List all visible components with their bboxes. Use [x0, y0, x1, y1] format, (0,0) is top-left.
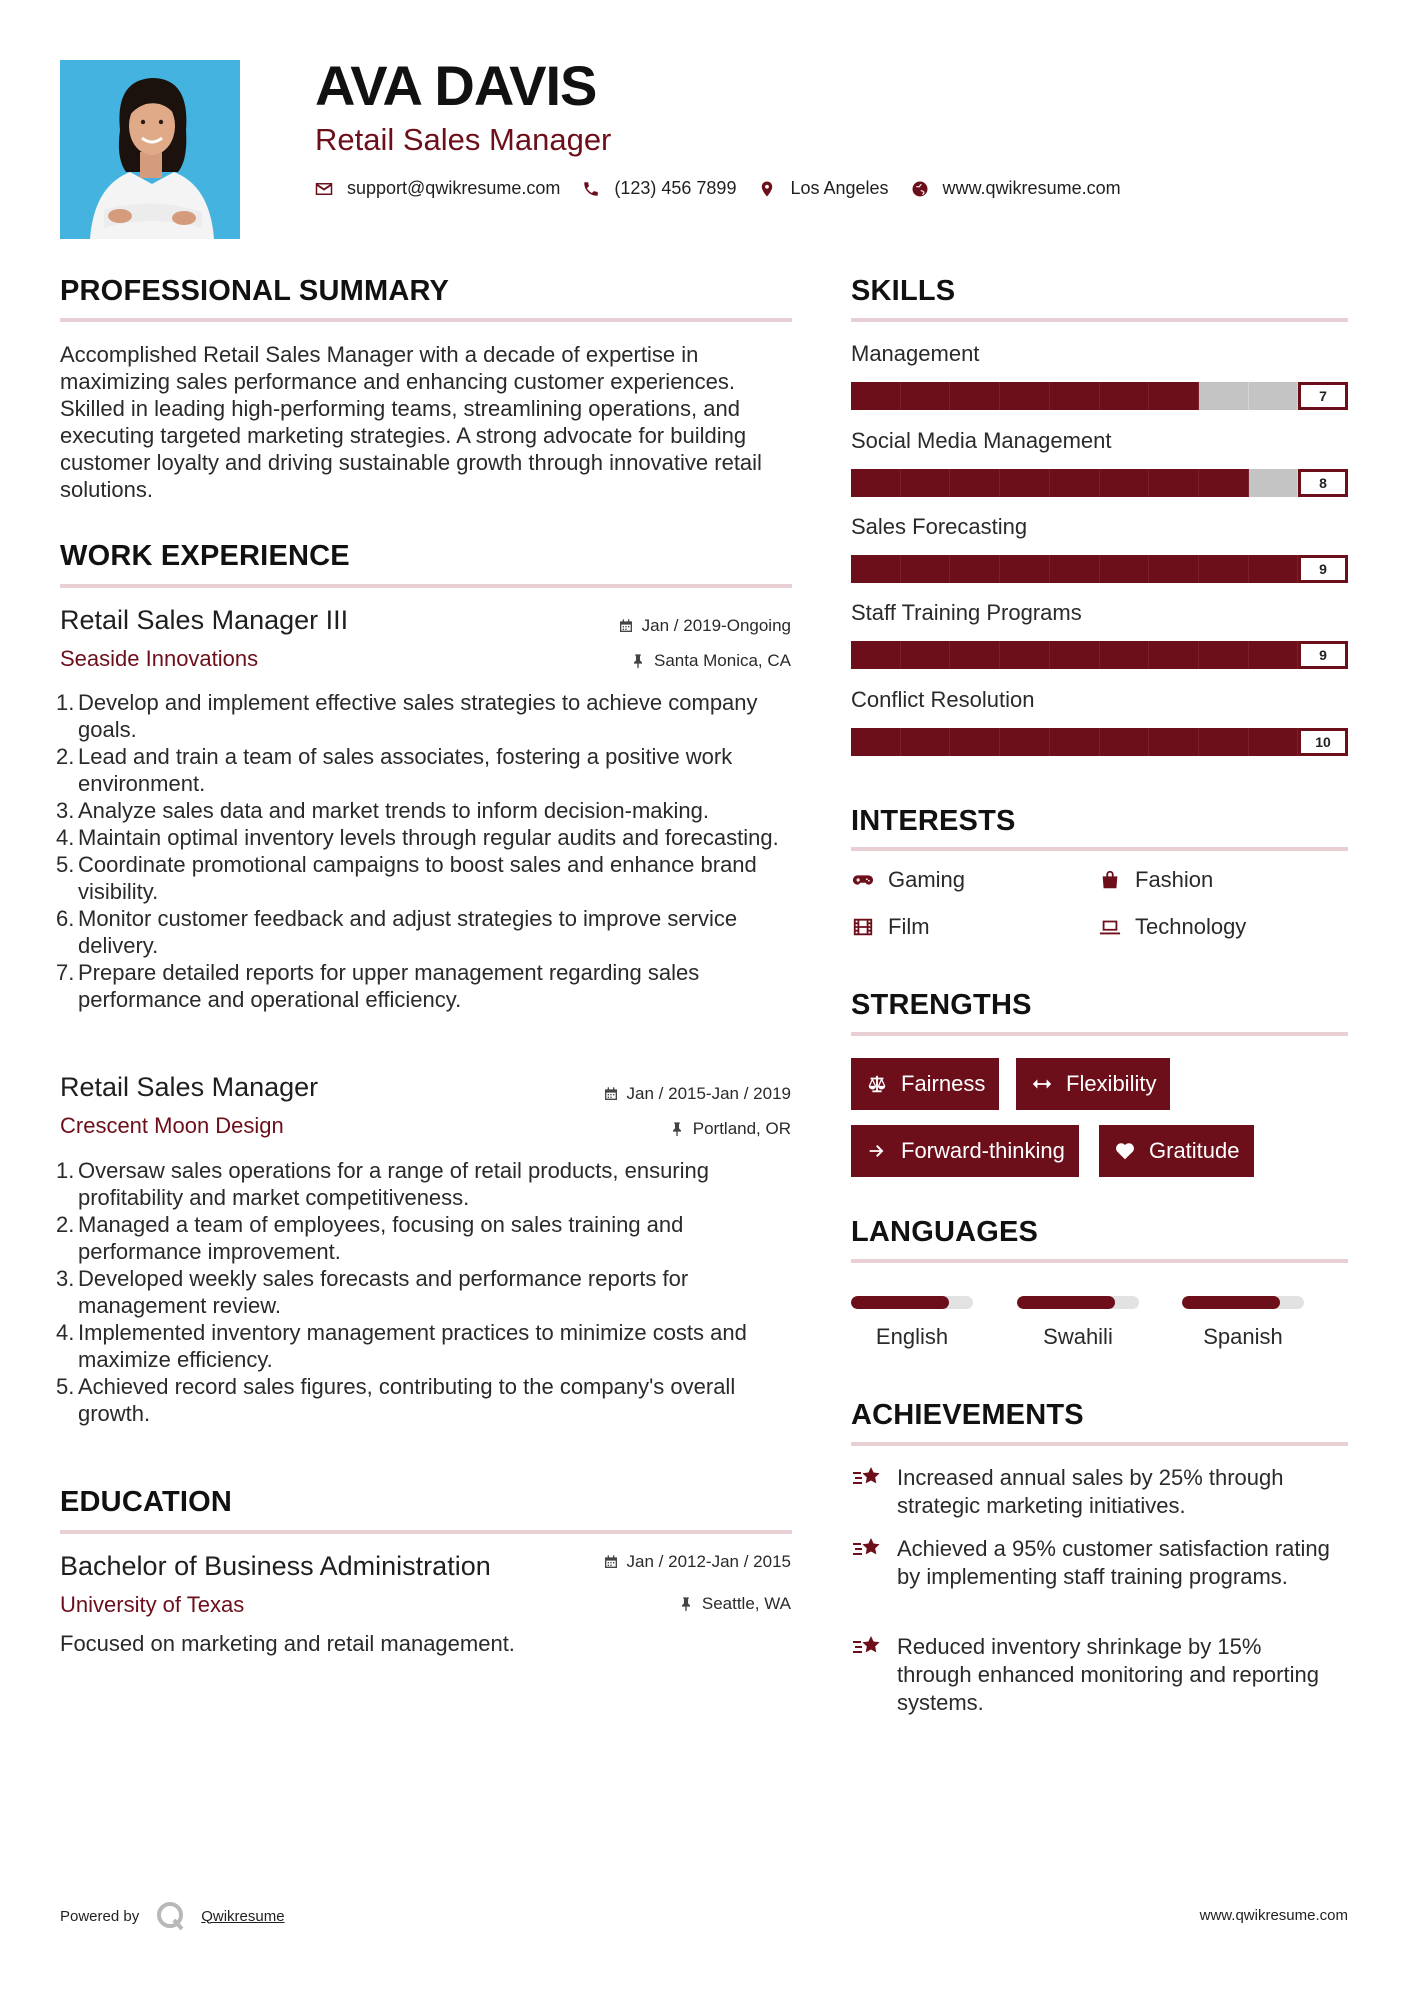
job-dates-text: Jan / 2015-Jan / 2019: [626, 1084, 791, 1103]
skill-level-bar: [851, 382, 1348, 410]
qwikresume-logo-icon: [155, 1900, 187, 1932]
profile-photo: [60, 60, 240, 239]
skill-level-segment: [1000, 555, 1050, 583]
skill-level-segment: [1100, 728, 1150, 756]
language-level-fill: [1182, 1296, 1280, 1309]
achievement-text: Reduced inventory shrinkage by 15% through enhanced monitoring and reporting systems.: [897, 1634, 1319, 1715]
skill-level-value: 9: [1298, 555, 1348, 583]
job-location: [669, 1119, 791, 1139]
skill-level-segment: [1050, 728, 1100, 756]
pushpin-icon: [630, 653, 646, 669]
skill-level-segment: [1100, 555, 1150, 583]
achievements-divider: [851, 1442, 1348, 1446]
job-title: Retail Sales Manager III: [60, 605, 349, 635]
interest-technology: [1098, 914, 1246, 940]
skill-level-value: 8: [1298, 469, 1348, 497]
experience-divider: [60, 584, 792, 588]
interests-heading: INTERESTS: [851, 805, 1016, 837]
gamepad-icon: [851, 869, 875, 891]
summary-divider: [60, 318, 792, 322]
skill-label: Sales Forecasting: [851, 514, 1028, 539]
skill-level-segment: [1100, 641, 1150, 669]
skill-level-segment: [1249, 728, 1299, 756]
skill-level-segment: [1249, 469, 1299, 497]
list-item: 1. Oversaw sales operations for a range of retail products, ensuring profitability and market competitiveness.: [56, 1158, 709, 1210]
skill-label: Social Media Management: [851, 428, 1112, 453]
interest-film: [851, 914, 930, 940]
interest-fashion: [1098, 867, 1213, 893]
list-item: 2. Lead and train a team of sales associates, fostering a positive work environment.: [56, 744, 733, 796]
balance-scale-icon: [865, 1073, 889, 1095]
school-name: University of Texas: [60, 1592, 245, 1617]
skill-level-segment: [1000, 469, 1050, 497]
contact-phone[interactable]: [582, 178, 736, 199]
skill-level-segment: [1149, 728, 1199, 756]
arrow-right-icon: [865, 1140, 889, 1162]
list-item: 2. Managed a team of employees, focusing on sales training and performance improvement.: [56, 1212, 684, 1264]
skill-level-segment: [901, 728, 951, 756]
skill-level-segment: [950, 469, 1000, 497]
skill-label: Management: [851, 341, 980, 366]
pushpin-icon: [678, 1596, 694, 1612]
skill-level-value: 10: [1298, 728, 1348, 756]
language-level-fill: [851, 1296, 949, 1309]
interest-gaming: [851, 867, 965, 893]
achievement-item: [851, 1464, 1331, 1520]
skill-level-segment: [1249, 641, 1299, 669]
skill-level-segment: [1000, 382, 1050, 410]
skill-level-segment: [851, 728, 901, 756]
contact-phone-text: (123) 456 7899: [614, 178, 737, 198]
strengths-heading: STRENGTHS: [851, 989, 1032, 1021]
contact-location-text: Los Angeles: [790, 178, 889, 198]
skill-level-segment: [1050, 382, 1100, 410]
skill-level-segment: [1249, 382, 1299, 410]
education-heading: EDUCATION: [60, 1486, 233, 1518]
skill-level-bar: [851, 728, 1348, 756]
achievement-text: Achieved a 95% customer satisfaction rating by implementing staff training programs.: [897, 1536, 1330, 1589]
skill-level-segment: [1000, 728, 1050, 756]
job-location-text: Santa Monica, CA: [653, 651, 791, 670]
languages-heading: LANGUAGES: [851, 1216, 1039, 1248]
skill-level-segment: [1199, 469, 1249, 497]
list-item: 3. Analyze sales data and market trends to inform decision-making.: [56, 798, 709, 823]
job-title: Retail Sales Manager: [60, 1072, 319, 1102]
globe-icon: [911, 180, 929, 198]
skill-level-segment: [1199, 382, 1249, 410]
laptop-icon: [1098, 916, 1122, 938]
skill-level-segment: [1199, 555, 1249, 583]
language-label: English: [875, 1324, 949, 1349]
skill-level-bar: [851, 641, 1348, 669]
job-bullets: [56, 1157, 796, 1427]
strength-label: Fairness: [901, 1071, 986, 1096]
interest-label: Gaming: [888, 867, 966, 892]
job-dates: [618, 616, 791, 636]
arrows-horizontal-icon: [1030, 1073, 1054, 1095]
languages-divider: [851, 1259, 1348, 1263]
skill-level-bar: [851, 469, 1348, 497]
education-dates-text: Jan / 2012-Jan / 2015: [626, 1552, 791, 1571]
skill-level-value: 7: [1298, 382, 1348, 410]
skill-level-segment: [1249, 555, 1299, 583]
achievement-item: [851, 1535, 1331, 1591]
skill-level-segment: [1149, 641, 1199, 669]
envelope-icon: [315, 180, 333, 198]
contact-website-text: www.qwikresume.com: [942, 178, 1121, 198]
footer-powered-by: [60, 1900, 285, 1932]
skill-level-segment: [1000, 641, 1050, 669]
candidate-title: Retail Sales Manager: [315, 122, 612, 157]
skill-level-segment: [901, 555, 951, 583]
list-item: 1. Develop and implement effective sales strategies to achieve company goals.: [56, 690, 758, 742]
brand-link[interactable]: Qwikresume: [201, 1907, 285, 1925]
skill-level-segment: [1100, 469, 1150, 497]
skill-level-segment: [950, 641, 1000, 669]
achievement-text: Increased annual sales by 25% through strategic marketing initiatives.: [897, 1465, 1284, 1518]
education-location-text: Seattle, WA: [701, 1594, 791, 1613]
calendar-icon: [618, 618, 634, 634]
map-pin-icon: [758, 180, 776, 198]
interest-label: Film: [888, 914, 930, 939]
skill-level-segment: [851, 555, 901, 583]
powered-by-label: Powered by: [60, 1907, 140, 1925]
contact-email-text: support@qwikresume.com: [347, 178, 561, 198]
calendar-icon: [603, 1086, 619, 1102]
calendar-icon: [603, 1554, 619, 1570]
education-dates: [603, 1552, 791, 1572]
interest-label: Fashion: [1135, 867, 1214, 892]
contact-email[interactable]: [315, 178, 560, 199]
shooting-star-icon: [851, 1535, 883, 1563]
education-description: Focused on marketing and retail management.: [60, 1631, 515, 1656]
summary-text: Accomplished Retail Sales Manager with a decade of expertise in maximizing sales performance and enhancing customer experiences. Skilled in leading high-performing teams, streamlining operations, and executing targeted marketing strategies. A strong advocate for building customer loyalty and driving sustainable growth through innovative retail solutions.: [60, 342, 762, 502]
job-location-text: Portland, OR: [692, 1119, 791, 1138]
job-company: Seaside Innovations: [60, 646, 259, 671]
job-location: [630, 651, 791, 671]
skill-label: Staff Training Programs: [851, 600, 1082, 625]
shooting-star-icon: [851, 1633, 883, 1661]
strength-badge: [851, 1058, 999, 1110]
skill-level-bar: [851, 555, 1348, 583]
job-company: Crescent Moon Design: [60, 1113, 284, 1138]
skill-level-value: 9: [1298, 641, 1348, 669]
degree-title: Bachelor of Business Administration: [60, 1551, 491, 1581]
skill-level-segment: [1050, 555, 1100, 583]
achievement-item: [851, 1633, 1331, 1717]
experience-heading: WORK EXPERIENCE: [60, 540, 350, 572]
language-level-fill: [1017, 1296, 1115, 1309]
summary-heading: PROFESSIONAL SUMMARY: [60, 275, 450, 307]
skill-level-segment: [1100, 382, 1150, 410]
film-icon: [851, 916, 875, 938]
skill-level-segment: [901, 469, 951, 497]
strength-badge: [1016, 1058, 1170, 1110]
phone-icon: [582, 180, 600, 198]
skill-level-segment: [1149, 469, 1199, 497]
skill-level-segment: [901, 641, 951, 669]
pushpin-icon: [669, 1121, 685, 1137]
skill-level-segment: [950, 728, 1000, 756]
language-label: Swahili: [1043, 1324, 1113, 1349]
job-dates: [603, 1084, 791, 1104]
language-level-bar: [851, 1296, 973, 1309]
strength-badge: [1099, 1125, 1254, 1177]
skill-level-segment: [901, 382, 951, 410]
education-divider: [60, 1530, 792, 1534]
list-item: 3. Developed weekly sales forecasts and performance reports for management review.: [56, 1266, 689, 1318]
skill-level-segment: [950, 555, 1000, 583]
shopping-bag-icon: [1098, 869, 1122, 891]
interests-divider: [851, 847, 1348, 851]
strengths-divider: [851, 1032, 1348, 1036]
skill-level-segment: [1149, 382, 1199, 410]
skill-level-segment: [1149, 555, 1199, 583]
education-location: [678, 1594, 791, 1614]
language-level-bar: [1017, 1296, 1139, 1309]
strength-badge: [851, 1125, 1079, 1177]
strength-label: Gratitude: [1149, 1138, 1240, 1163]
contact-location: [758, 178, 888, 199]
achievements-heading: ACHIEVEMENTS: [851, 1399, 1084, 1431]
skills-divider: [851, 318, 1348, 322]
skill-level-segment: [1050, 641, 1100, 669]
skill-level-segment: [851, 469, 901, 497]
shooting-star-icon: [851, 1464, 883, 1492]
job-dates-text: Jan / 2019-Ongoing: [641, 616, 791, 635]
list-item: 4. Implemented inventory management practices to minimize costs and maximize efficiency.: [56, 1320, 747, 1372]
skill-level-segment: [1199, 728, 1249, 756]
interest-label: Technology: [1135, 914, 1247, 939]
skill-level-segment: [1199, 641, 1249, 669]
skill-level-segment: [851, 641, 901, 669]
skill-level-segment: [1050, 469, 1100, 497]
language-level-bar: [1182, 1296, 1304, 1309]
list-item: 7. Prepare detailed reports for upper management regarding sales performance and operational efficiency.: [56, 960, 700, 1012]
strength-label: Flexibility: [1066, 1071, 1157, 1096]
language-label: Spanish: [1203, 1324, 1283, 1349]
skill-level-segment: [950, 382, 1000, 410]
list-item: 5. Coordinate promotional campaigns to boost sales and enhance brand visibility.: [56, 852, 757, 904]
list-item: 5. Achieved record sales figures, contributing to the company's overall growth.: [56, 1374, 736, 1426]
heart-icon: [1113, 1140, 1137, 1162]
contact-website[interactable]: [911, 178, 1121, 199]
list-item: 4. Maintain optimal inventory levels through regular audits and forecasting.: [56, 825, 779, 850]
skill-label: Conflict Resolution: [851, 687, 1035, 712]
strength-label: Forward-thinking: [901, 1138, 1065, 1163]
candidate-name: AVA DAVIS: [315, 54, 597, 117]
list-item: 6. Monitor customer feedback and adjust strategies to improve service delivery.: [56, 906, 738, 958]
footer-website[interactable]: www.qwikresume.com: [1199, 1907, 1348, 1924]
contact-bar: [315, 178, 1143, 199]
skill-level-segment: [851, 382, 901, 410]
skills-heading: SKILLS: [851, 275, 956, 307]
job-bullets: [56, 689, 796, 1013]
